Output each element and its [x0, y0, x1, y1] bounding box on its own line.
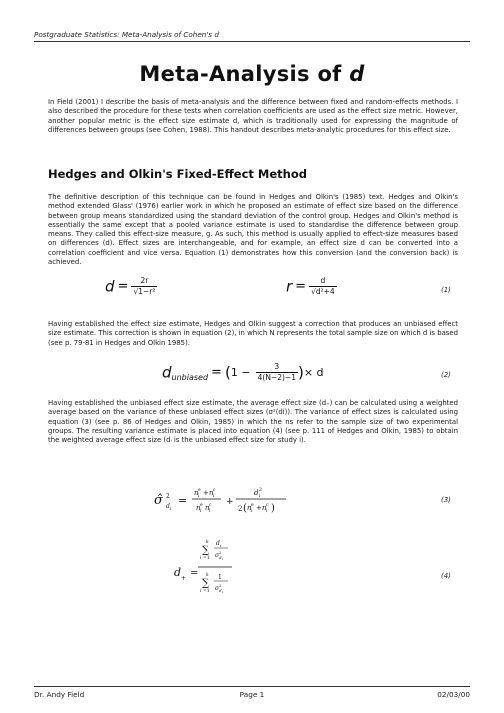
- svg-text:2: 2: [166, 493, 170, 500]
- eq1b-denominator: √d²+4: [311, 286, 335, 296]
- svg-text:=: =: [178, 494, 188, 507]
- svg-text:σ: σ: [215, 585, 220, 592]
- svg-text:n: n: [205, 504, 210, 512]
- eq2-subscript: unbiased: [171, 373, 209, 382]
- eq1a-numerator: 2r: [131, 277, 157, 287]
- svg-text:i: i: [170, 507, 172, 512]
- eq1a-lhs: d: [105, 277, 115, 296]
- svg-text:c: c: [213, 488, 216, 493]
- svg-text:k: k: [206, 540, 209, 545]
- equation-2: dunbiased = (1 − $\frac{3}{4(N-2)-1}$ )× d: [162, 362, 324, 382]
- svg-text:i: i: [198, 494, 200, 499]
- svg-text:n: n: [196, 504, 201, 512]
- svg-text:(: (: [243, 503, 247, 514]
- svg-text:=1: =1: [203, 589, 210, 594]
- equation-1b: r = $\frac{d}{\text{√d²+4}}$: [286, 276, 335, 296]
- svg-text:2: 2: [259, 488, 262, 493]
- svg-text:d: d: [166, 503, 170, 510]
- title-text: Meta-Analysis of: [139, 62, 350, 86]
- svg-text:e: e: [198, 488, 201, 493]
- svg-text:2: 2: [219, 583, 222, 588]
- svg-text:i: i: [222, 557, 223, 561]
- svg-text:): ): [271, 503, 275, 514]
- equation-1a: d = $\frac{2r}{\text{√1−r²}}$: [105, 276, 156, 296]
- svg-text:+: +: [256, 504, 262, 512]
- equation-3-number: (3): [441, 496, 451, 504]
- svg-text:n: n: [194, 489, 199, 497]
- svg-text:c: c: [266, 503, 269, 508]
- eq1b-lhs: r: [286, 277, 293, 296]
- svg-text:n: n: [247, 504, 252, 512]
- svg-text:=1: =1: [203, 556, 210, 561]
- eq1b-numerator: d: [309, 277, 337, 287]
- body-paragraph-2: Having established the effect size estimate, Hedges and Olkin suggest a correction that produces an unbiased effect size estimate. This correction is shown in equation (2), in which N represents the total sample size on which d is based (see p. 79-81 in Hedges and Olkin 1985).: [48, 320, 458, 347]
- svg-text:i: i: [200, 589, 202, 594]
- svg-text:i: i: [213, 494, 215, 499]
- eq2-denominator: 4(N−2)−1: [257, 372, 296, 382]
- svg-text:d: d: [219, 555, 222, 560]
- svg-text:2: 2: [238, 505, 243, 513]
- footer-page-number: Page 1: [239, 690, 265, 699]
- svg-text:i: i: [222, 590, 223, 594]
- svg-text:σ: σ: [215, 552, 220, 559]
- svg-text:1: 1: [218, 574, 222, 581]
- svg-text:σ̂: σ̂: [154, 493, 163, 508]
- svg-text:d: d: [219, 588, 222, 593]
- equation-1-number: (1): [441, 286, 451, 294]
- svg-text:d: d: [254, 489, 259, 497]
- title-symbol: d: [349, 62, 365, 86]
- eq2-one-minus: 1 −: [230, 366, 251, 379]
- section-heading: Hedges and Olkin's Fixed-Effect Method: [48, 167, 307, 181]
- svg-text:n: n: [209, 489, 214, 497]
- svg-text:∑: ∑: [202, 578, 210, 589]
- svg-text:+: +: [226, 497, 234, 507]
- intro-paragraph: In Field (2001) I describe the basis of meta-analysis and the difference between fixed and random-effects methods. I also described the procedure for these tests when correlation coefficients are used as the effect size metric. However, another popular metric is the effect size estimate d, which is traditionally used for expressing the magnitude of differences between groups (see Cohen, 1988). This handout describes meta-analytic procedures for this effect size.: [48, 98, 458, 134]
- svg-text:i: i: [209, 509, 211, 514]
- svg-text:i: i: [266, 509, 268, 514]
- running-header: Postgraduate Statistics: Meta-Analysis of Cohen's d: [34, 30, 470, 42]
- footer-author: Dr. Andy Field: [34, 690, 85, 699]
- page-title: [0, 62, 504, 86]
- svg-text:+: +: [181, 575, 187, 582]
- svg-text:2: 2: [219, 550, 222, 555]
- equation-3: [150, 480, 380, 520]
- svg-text:i: i: [259, 494, 261, 499]
- eq2-times-d: × d: [303, 366, 324, 379]
- eq2-lhs: d: [162, 363, 172, 382]
- svg-text:i: i: [220, 543, 222, 548]
- svg-text:i: i: [200, 509, 202, 514]
- svg-text:d: d: [174, 566, 182, 579]
- svg-text:n: n: [262, 504, 267, 512]
- footer-date: 02/03/00: [437, 690, 470, 699]
- svg-text:k: k: [206, 573, 209, 578]
- svg-text:e: e: [200, 503, 203, 508]
- svg-text:d: d: [216, 540, 220, 547]
- equation-4: [168, 536, 288, 608]
- equation-4-number: (4): [441, 572, 451, 580]
- page-footer: [34, 686, 470, 699]
- eq2-numerator: 3: [256, 363, 298, 373]
- equation-2-number: (2): [441, 371, 451, 379]
- svg-text:=: =: [190, 568, 199, 579]
- svg-text:c: c: [209, 503, 212, 508]
- svg-text:+: +: [203, 489, 209, 497]
- body-paragraph-1: The definitive description of this technique can be found in Hedges and Olkin's (1985) text. Hedges and Olkin's method extended Glass' (1976) earlier work in which he proposed an estimate of effect size based on the difference between group means standardized using the standard deviation of the control group. Hedges and Olkin's method is essentially the same except that a pooled variance estimate is used to standardise the difference between group means. They called this effect-size measure, g. As such, this method is usually applied to effect-size measures based on differences (d). Effect sizes are interchangeable, and for example, an effect size d can be converted into a correlation coefficient and vice versa. Equation (1) demonstrates how this conversion (and the conversion back) is achieved.: [48, 193, 458, 267]
- svg-text:e: e: [251, 503, 254, 508]
- svg-text:∑: ∑: [202, 545, 210, 556]
- svg-text:i: i: [200, 556, 202, 561]
- body-paragraph-3: Having established the unbiased effect size estimate, the average effect size (d₊) can be calculated using a weighted average based on the variance of these unbiased effect sizes (σ²(di)). The variance of effect sizes is calculated using equation (3) (see p. 86 of Hedges and Olkin, 1985) in which the ns refer to the sample size of two experimental groups. The resulting variance estimate is placed into equation (4) (see p. 111 of Hedges and Olkin, 1985) to obtain the weighted average effect size (dᵢ is the unbiased effect size for study i).: [48, 399, 458, 445]
- eq1a-denominator: √1−r²: [133, 286, 156, 296]
- svg-text:i: i: [251, 509, 253, 514]
